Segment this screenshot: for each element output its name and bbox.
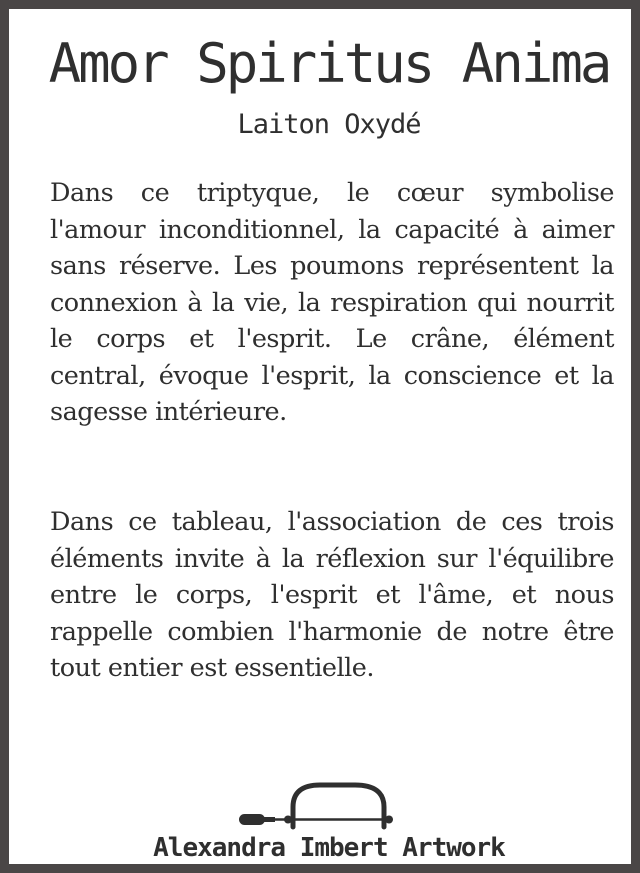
description-paragraph-2: Dans ce tableau, l'association de ces trois éléments invite à la réflexion sur l'équilibre entre le corps, l'esprit et l'âme, et nous rappelle combien l'harmonie de notre être tout entier est essentielle. <box>50 507 614 683</box>
artist-signature: Alexandra Imbert Artwork <box>153 833 505 863</box>
description-paragraph-1: Dans ce triptyque, le cœur symbolise l'amour inconditionnel, la capacité à aimer sans réserve. Les poumons représentent la connexion à la vie, la respiration qui nourrit le corps et l'esprit. Le crâne, élément central, évoque l'esprit, la conscience et la sagesse intérieure. <box>50 178 614 427</box>
saw-icon <box>237 781 399 833</box>
page-title: Amor Spiritus Anima <box>48 32 610 95</box>
page-subtitle: Laiton Oxydé <box>237 109 421 140</box>
